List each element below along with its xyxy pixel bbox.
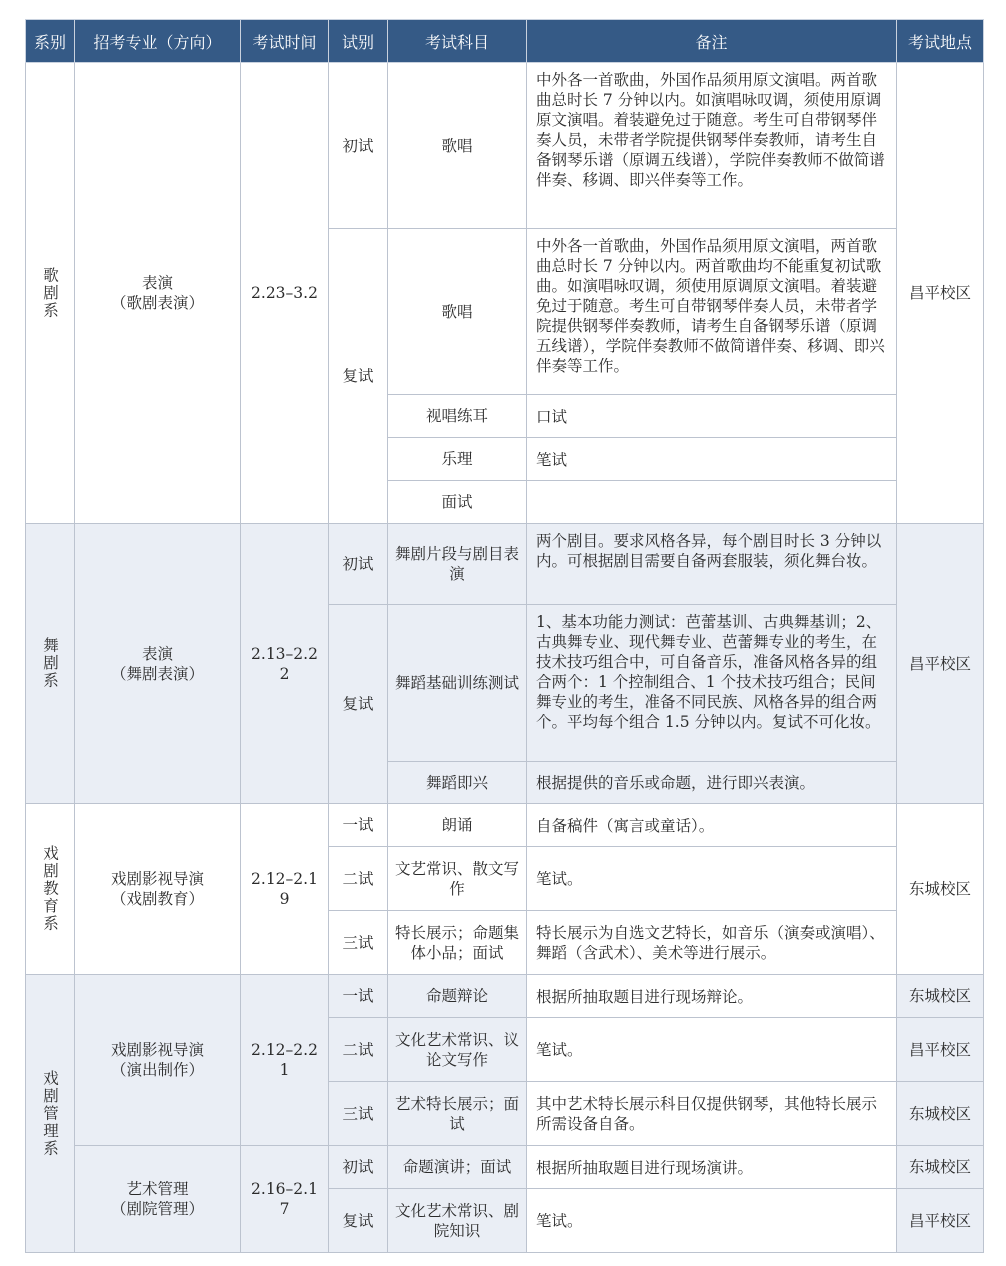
note-cell: 笔试。 [527,1018,897,1082]
note-cell: 其中艺术特长展示科目仅提供钢琴，其他特长展示所需设备自备。 [527,1082,897,1146]
note-cell: 自备稿件（寓言或童话）。 [527,804,897,847]
dept-cell: 戏剧教育系 [26,804,75,975]
subject-cell: 文艺常识、散文写作 [388,847,527,911]
header-note: 备注 [527,20,897,63]
subject-cell: 命题辩论 [388,975,527,1018]
table-header-row [26,20,984,63]
round-cell: 复试 [329,605,388,804]
location-cell: 东城校区 [897,975,984,1018]
note-cell: 两个剧目。要求风格各异，每个剧目时长 3 分钟以内。可根据剧目需要自备两套服装，须化舞台妆。 [527,524,897,605]
header-location: 考试地点 [897,20,984,63]
location-cell: 东城校区 [897,1146,984,1189]
round-cell: 一试 [329,804,388,847]
note-cell: 1、基本功能力测试：芭蕾基训、古典舞基训；2、古典舞专业、现代舞专业、芭蕾舞专业的考生，在技术技巧组合中，可自备音乐，准备风格各异的组合两个：1 个控制组合、1 个技术技巧组合；民间舞专业的考生，准备不同民族、风格各异的组合两个。平均每个组合 1.5 分钟以内。复试不可化妆。 [527,605,897,762]
major-cell: 戏剧影视导演 （演出制作） [75,975,241,1146]
subject-cell: 朗诵 [388,804,527,847]
header-time: 考试时间 [241,20,329,63]
exam-schedule [25,19,983,1253]
location-cell: 昌平校区 [897,1018,984,1082]
time-cell: 2.23–3.2 [241,63,329,524]
header-subject: 考试科目 [388,20,527,63]
note-cell: 笔试 [527,438,897,481]
time-cell: 2.12–2.19 [241,804,329,975]
note-cell: 中外各一首歌曲，外国作品须用原文演唱，两首歌曲总时长 7 分钟以内。两首歌曲均不能重复初试歌曲。如演唱咏叹调，须使用原调原文演唱。着装避免过于随意。考生可自带钢琴伴奏人员，未带者学院提供钢琴伴奏教师，请考生自备钢琴乐谱（原调五线谱），学院伴奏教师不做简谱伴奏、移调、即兴伴奏等工作。 [527,229,897,395]
table-row [26,975,984,1018]
major-cell: 表演 （舞剧表演） [75,524,241,804]
location-cell: 昌平校区 [897,1189,984,1253]
header-dept: 系别 [26,20,75,63]
location-cell: 昌平校区 [897,63,984,524]
time-cell: 2.13–2.22 [241,524,329,804]
dept-cell: 戏剧管理系 [26,975,75,1253]
round-cell: 二试 [329,1018,388,1082]
subject-cell: 乐理 [388,438,527,481]
subject-cell: 特长展示；命题集体小品；面试 [388,911,527,975]
location-cell: 昌平校区 [897,524,984,804]
subject-cell: 舞蹈基础训练测试 [388,605,527,762]
round-cell: 初试 [329,524,388,605]
location-cell: 东城校区 [897,804,984,975]
major-cell: 艺术管理 （剧院管理） [75,1146,241,1253]
note-cell: 根据提供的音乐或命题，进行即兴表演。 [527,762,897,804]
subject-cell: 文化艺术常识、议论文写作 [388,1018,527,1082]
round-cell: 二试 [329,847,388,911]
major-cell: 表演 （歌剧表演） [75,63,241,524]
subject-cell: 文化艺术常识、剧院知识 [388,1189,527,1253]
round-cell: 三试 [329,911,388,975]
table-row [26,524,984,605]
note-cell: 根据所抽取题目进行现场辩论。 [527,975,897,1018]
major-cell: 戏剧影视导演 （戏剧教育） [75,804,241,975]
table-row [26,1146,984,1189]
table-row [26,804,984,847]
subject-cell: 面试 [388,481,527,524]
dept-cell: 歌剧系 [26,63,75,524]
subject-cell: 命题演讲；面试 [388,1146,527,1189]
round-cell: 初试 [329,63,388,229]
subject-cell: 舞剧片段与剧目表演 [388,524,527,605]
table-row [26,63,984,229]
note-cell: 笔试。 [527,1189,897,1253]
note-cell: 口试 [527,395,897,438]
header-major: 招考专业（方向） [75,20,241,63]
location-cell: 东城校区 [897,1082,984,1146]
round-cell: 复试 [329,229,388,524]
dept-cell: 舞剧系 [26,524,75,804]
note-cell: 笔试。 [527,847,897,911]
note-cell: 中外各一首歌曲，外国作品须用原文演唱。两首歌曲总时长 7 分钟以内。如演唱咏叹调，须使用原调原文演唱。着装避免过于随意。考生可自带钢琴伴奏人员，未带者学院提供钢琴伴奏教师，请考生自备钢琴乐谱（原调五线谱），学院伴奏教师不做简谱伴奏、移调、即兴伴奏等工作。 [527,63,897,229]
note-cell: 特长展示为自选文艺特长，如音乐（演奏或演唱）、舞蹈（含武术）、美术等进行展示。 [527,911,897,975]
subject-cell: 艺术特长展示；面试 [388,1082,527,1146]
header-round: 试别 [329,20,388,63]
round-cell: 复试 [329,1189,388,1253]
round-cell: 三试 [329,1082,388,1146]
subject-cell: 歌唱 [388,229,527,395]
round-cell: 一试 [329,975,388,1018]
subject-cell: 歌唱 [388,63,527,229]
exam-schedule-table [25,19,984,1253]
time-cell: 2.16–2.17 [241,1146,329,1253]
note-cell [527,481,897,524]
subject-cell: 视唱练耳 [388,395,527,438]
subject-cell: 舞蹈即兴 [388,762,527,804]
note-cell: 根据所抽取题目进行现场演讲。 [527,1146,897,1189]
time-cell: 2.12–2.21 [241,975,329,1146]
round-cell: 初试 [329,1146,388,1189]
